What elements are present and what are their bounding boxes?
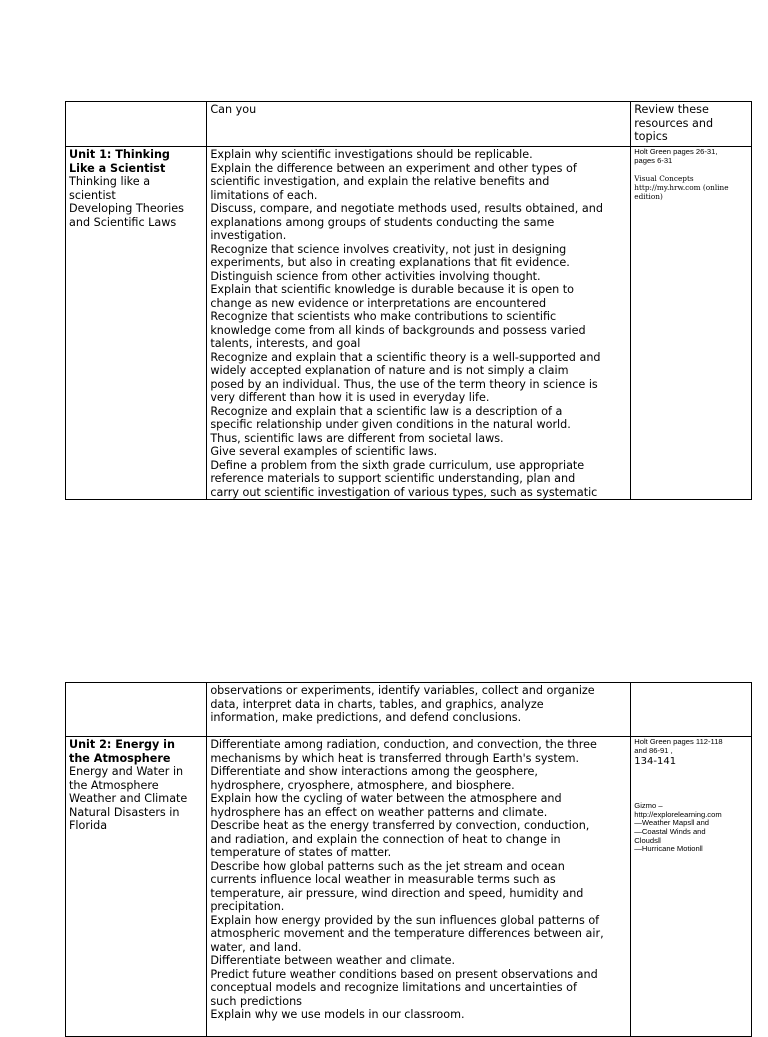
table-row-unit-1: [66, 147, 752, 500]
resource-line: http://my.hrw.com (online: [634, 183, 729, 193]
resource-line: Gizmo –: [634, 801, 663, 811]
unit-2-objectives-cell: [207, 737, 631, 1037]
objective-line: Explain how energy provided by the sun influences global patterns of: [210, 913, 600, 927]
objective-line: scientific investigation, and explain the relative benefits and: [210, 175, 550, 188]
header-review-line: resources and: [634, 116, 714, 130]
unit-2-cell: [66, 737, 207, 1037]
unit-2-topic: Energy and Water in: [69, 765, 184, 778]
curriculum-table-page-2: [65, 682, 752, 1037]
objective-line: observations or experiments, identify variables, collect and organize: [210, 684, 595, 697]
objective-line: hydrosphere, cryosphere, atmosphere, and biosphere.: [210, 778, 515, 792]
table-row-continued: [66, 683, 752, 737]
objective-line: limitations of each.: [210, 188, 318, 202]
objective-line: Describe how global patterns such as the jet stream and ocean: [210, 859, 565, 873]
unit-2-topic: Natural Disasters in: [69, 805, 180, 819]
objective-line: temperature of states of matter.: [210, 846, 392, 859]
unit-1-title: Unit 1: Thinking: [69, 148, 170, 161]
resource-line: pages 6-31: [634, 155, 673, 165]
objective-line: Thus, scientific laws are different from societal laws.: [210, 431, 504, 445]
objective-line: currents influence local weather in measurable terms such as: [210, 873, 556, 886]
objective-line: data, interpret data in charts, tables, and graphics, analyze: [210, 697, 544, 711]
unit-1-topic: scientist: [69, 188, 116, 202]
unit-2-topic: Weather and Climate: [69, 792, 188, 805]
header-review-cell: [631, 102, 752, 147]
objective-line: such predictions: [210, 994, 302, 1008]
objective-line: carry out scientific investigation of various types, such as systematic: [210, 485, 598, 499]
objective-line: Explain the difference between an experiment and other types of: [210, 161, 577, 175]
unit-2-title: Unit 2: Energy in: [69, 738, 175, 751]
header-review-line: topics: [634, 130, 668, 143]
objective-line: Predict future weather conditions based on present observations and: [210, 967, 598, 981]
objective-line: Recognize and explain that a scientific theory is a well-supported and: [210, 350, 601, 364]
objective-line: widely accepted explanation of nature and is not simply a claim: [210, 364, 569, 377]
continued-unit-cell: [66, 683, 207, 737]
objective-line: Differentiate among radiation, conduction, and convection, the three: [210, 738, 597, 751]
header-unit-cell: [66, 102, 207, 147]
objective-line: knowledge come from all kinds of backgrounds and possess varied: [210, 323, 586, 337]
objective-line: Describe heat as the energy transferred by convection, conduction,: [210, 819, 590, 832]
objective-line: explanations among groups of students conducting the same: [210, 215, 555, 229]
table-row-unit-2: [66, 737, 752, 1037]
unit-1-objectives-cell: [207, 147, 631, 500]
objective-line: Explain that scientific knowledge is durable because it is open to: [210, 283, 574, 296]
unit-2-topic: Florida: [69, 819, 108, 832]
unit-1-resources-cell: [631, 147, 752, 500]
unit-1-title: Like a Scientist: [69, 161, 166, 175]
resource-line: Clouds‖: [634, 835, 662, 845]
objective-line: Explain why we use models in our classroom.: [210, 1008, 465, 1021]
objective-line: precipitation.: [210, 900, 285, 913]
continued-objectives-cell: [207, 683, 631, 737]
objective-line: talents, interests, and goal: [210, 337, 361, 350]
unit-1-topic: and Scientific Laws: [69, 215, 177, 229]
objective-line: conceptual models and recognize limitations and uncertainties of: [210, 981, 577, 994]
unit-2-topic: the Atmosphere: [69, 778, 159, 792]
curriculum-table-page-1: [65, 101, 752, 500]
objective-line: Differentiate between weather and climate.: [210, 954, 456, 967]
objective-line: Recognize that science involves creativity, not just in designing: [210, 242, 567, 256]
objective-line: specific relationship under given conditions in the natural world.: [210, 418, 571, 431]
objective-line: water, and land.: [210, 940, 302, 954]
resource-pages: 134-141: [634, 756, 677, 768]
unit-1-topic: Developing Theories: [69, 202, 184, 215]
objective-line: and radiation, and explain the connection of heat to change in: [210, 832, 561, 846]
resource-line: Holt Green pages 112-118: [634, 737, 723, 746]
resource-line: Holt Green pages 26-31,: [634, 147, 718, 156]
objective-line: reference materials to support scientific understanding, plan and: [210, 472, 576, 485]
header-can-you: Can you: [210, 103, 257, 116]
objective-line: atmospheric movement and the temperature differences between air,: [210, 927, 604, 940]
unit-2-resources-cell: [631, 737, 752, 1037]
unit-1-topic: Thinking like a: [69, 175, 151, 188]
resource-line: ―Hurricane Motion‖: [634, 844, 703, 854]
resource-line: ―Weather Maps‖ and: [634, 818, 710, 828]
objective-line: investigation.: [210, 229, 287, 242]
table-header-row: [66, 102, 752, 147]
objective-line: Give several examples of scientific laws.: [210, 445, 438, 458]
objective-line: information, make predictions, and defend conclusions.: [210, 711, 522, 724]
resource-line: http://explorelearning.com: [634, 809, 722, 819]
header-review-line: Review these: [634, 103, 709, 116]
objective-line: change as new evidence or interpretations are encountered: [210, 296, 547, 310]
unit-1-cell: [66, 147, 207, 500]
unit-2-title: the Atmosphere: [69, 751, 171, 765]
objective-line: posed by an individual. Thus, the use of the term theory in science is: [210, 377, 598, 391]
objective-line: Differentiate and show interactions among the geosphere,: [210, 765, 538, 778]
objective-line: temperature, air pressure, wind direction and speed, humidity and: [210, 886, 584, 900]
objective-line: mechanisms by which heat is transferred through Earth's system.: [210, 751, 580, 765]
resource-line: Visual Concepts: [634, 174, 694, 184]
resource-line: ―Coastal Winds and: [634, 826, 706, 836]
objective-line: Recognize that scientists who make contributions to scientific: [210, 310, 557, 323]
objective-line: Explain how the cycling of water between the atmosphere and: [210, 792, 562, 805]
resource-line: and 86-91 ,: [634, 745, 673, 755]
objective-line: very different than how it is used in everyday life.: [210, 391, 490, 404]
objective-line: Recognize and explain that a scientific law is a description of a: [210, 404, 563, 418]
objective-line: Discuss, compare, and negotiate methods used, results obtained, and: [210, 202, 603, 215]
objective-line: experiments, but also in creating explanations that fit evidence.: [210, 256, 570, 269]
objective-line: Explain why scientific investigations should be replicable.: [210, 148, 533, 161]
objective-line: hydrosphere has an effect on weather patterns and climate.: [210, 805, 548, 819]
continued-resources-cell: [631, 683, 752, 737]
objective-line: Distinguish science from other activities involving thought.: [210, 269, 541, 283]
header-can-you-cell: [207, 102, 631, 147]
resource-line: edition): [634, 192, 663, 202]
objective-line: Define a problem from the sixth grade curriculum, use appropriate: [210, 458, 585, 472]
